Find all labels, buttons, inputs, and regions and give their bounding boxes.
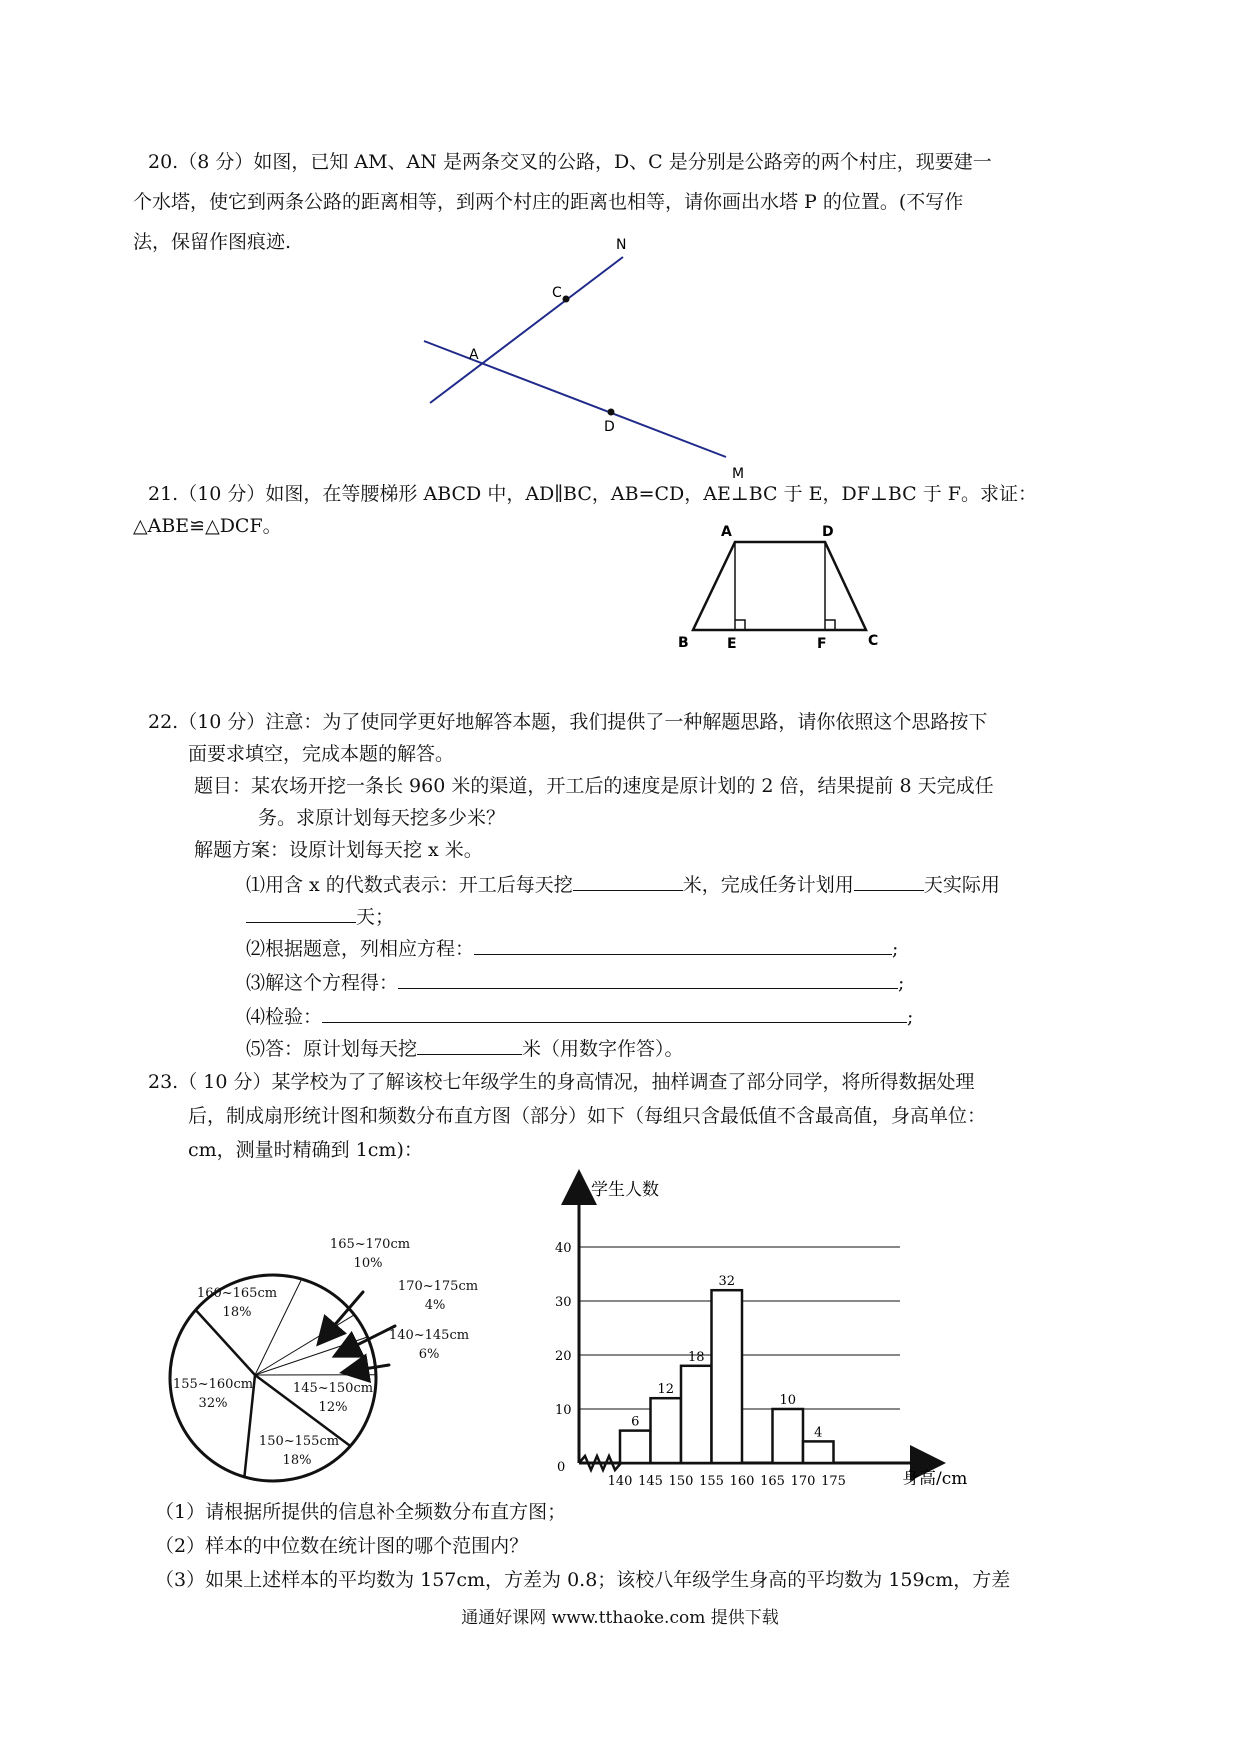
pie-label-165-170-range: 165~170cm xyxy=(329,1237,411,1252)
label-b: B xyxy=(678,635,689,651)
y-tick-labels xyxy=(555,1241,572,1418)
step-5-text-b: 米（用数字作答）。 xyxy=(522,1038,684,1060)
right-angle-f xyxy=(825,620,835,630)
q22-step-2 xyxy=(246,934,898,963)
pie-label-150-155-range: 150~155cm xyxy=(258,1434,340,1449)
blank-daily-after-start[interactable] xyxy=(573,870,683,891)
pie-divider-3 xyxy=(255,1337,368,1375)
bar-140-145 xyxy=(620,1431,651,1463)
step-5-text-a: ⑸答：原计划每天挖 xyxy=(246,1038,418,1060)
trapezoid-figure xyxy=(675,520,915,652)
bar-145-150 xyxy=(651,1398,682,1463)
bar-155-160 xyxy=(712,1290,743,1463)
bar-150-155 xyxy=(681,1366,712,1463)
footer: 通通好课网 www.tthaoke.com 提供下载 xyxy=(461,1608,779,1628)
x-tick-140: 140 xyxy=(607,1474,633,1485)
x-tick-155: 155 xyxy=(699,1474,724,1485)
x-tick-175: 175 xyxy=(821,1474,846,1485)
x-tick-170: 170 xyxy=(790,1474,816,1485)
step-1-text-a: ⑴用含 x 的代数式表示：开工后每天挖 xyxy=(246,874,573,896)
bar-label-165-170: 10 xyxy=(779,1393,797,1408)
bar-label-155-160: 32 xyxy=(718,1274,736,1290)
label-c: C xyxy=(552,285,562,301)
right-angle-e xyxy=(735,620,745,630)
label-d: D xyxy=(822,524,834,540)
label-d: D xyxy=(604,419,615,435)
q21-line-1: 21.（10 分）如图，在等腰梯形 ABCD 中，AD∥BC，AB=CD，AE⊥BC 于 E，DF⊥BC 于 F。求证： xyxy=(148,483,1037,505)
q20-line-1: 20.（8 分）如图，已知 AM、AN 是两条交叉的公路，D、C 是分别是公路旁的两个村庄，现要建一 xyxy=(148,151,992,173)
label-e: E xyxy=(727,636,737,652)
step-2-text: ⑵根据题意，列相应方程： xyxy=(246,938,475,960)
q23-line-2: 后，制成扇形统计图和频数分布直方图（部分）如下（每组只含最低值不含最高值，身高单位： xyxy=(188,1105,987,1127)
label-c: C xyxy=(868,633,879,649)
q23-line-3: cm，测量时精确到 1cm)： xyxy=(188,1139,423,1161)
y-tick-40: 40 xyxy=(555,1241,572,1256)
pie-label-145-150-pct: 12% xyxy=(318,1400,348,1415)
q23-sub-2: （2）样本的中位数在统计图的哪个范围内？ xyxy=(155,1535,529,1557)
x-axis-title: 身高/cm xyxy=(902,1469,968,1485)
arrow-140-145 xyxy=(345,1365,389,1372)
pie-label-155-160-pct: 32% xyxy=(198,1396,228,1411)
x-tick-160: 160 xyxy=(729,1474,755,1485)
crossing-roads-figure xyxy=(410,235,760,480)
y-tick-30: 30 xyxy=(555,1295,572,1310)
q23-sub-1: （1）请根据所提供的信息补全频数分布直方图； xyxy=(155,1501,567,1523)
bar-165-170 xyxy=(773,1409,804,1463)
x-tick-145: 145 xyxy=(638,1474,663,1485)
pie-label-150-155-pct: 18% xyxy=(282,1453,312,1468)
y-tick-10: 10 xyxy=(555,1403,572,1418)
q22-step-1-cont xyxy=(246,902,394,931)
label-a: A xyxy=(721,524,732,540)
q23-line-1: 23.（ 10 分）某学校为了了解该校七年级学生的身高情况，抽样调查了部分同学，将所得数据处理 xyxy=(148,1071,975,1093)
q22-step-4 xyxy=(246,1002,913,1031)
step-1-text-d: 天； xyxy=(356,906,395,928)
pie-label-155-160-range: 155~160cm xyxy=(172,1377,254,1392)
step-2-semicolon: ; xyxy=(892,938,899,960)
q22-step-1 xyxy=(246,870,1000,899)
pie-label-165-170-pct: 10% xyxy=(353,1256,383,1271)
blank-answer[interactable] xyxy=(417,1034,522,1055)
q22-problem-2: 务。求原计划每天挖多少米？ xyxy=(258,807,506,829)
y-tick-20: 20 xyxy=(555,1349,572,1364)
q22-step-3 xyxy=(246,968,904,997)
q22-line-2: 面要求填空，完成本题的解答。 xyxy=(188,743,455,765)
label-m: M xyxy=(732,466,745,480)
bar-label-145-150: 12 xyxy=(657,1382,675,1398)
q20-line-3: 法，保留作图痕迹. xyxy=(133,231,292,253)
village-c xyxy=(563,296,570,303)
bar-label-170-175: 4 xyxy=(814,1425,823,1441)
pie-label-170-175-pct: 4% xyxy=(424,1298,446,1313)
bar-170-175 xyxy=(803,1441,834,1463)
q22-plan: 解题方案：设原计划每天挖 x 米。 xyxy=(194,839,483,861)
histogram-chart xyxy=(545,1165,985,1485)
blank-check[interactable] xyxy=(322,1002,907,1023)
village-d xyxy=(608,409,615,416)
q22-line-1: 22.（10 分）注意：为了使同学更好地解答本题，我们提供了一种解题思路，请你依照这个思路按下 xyxy=(148,711,988,733)
blank-planned-days[interactable] xyxy=(854,870,924,891)
pie-arrows xyxy=(320,1292,395,1372)
q22-problem-1: 题目：某农场开挖一条长 960 米的渠道，开工后的速度是原计划的 2 倍，结果提前 8 天完成任 xyxy=(194,775,994,797)
pie-label-145-150-range: 145~150cm xyxy=(292,1381,374,1396)
label-a: A xyxy=(469,347,479,363)
pie-label-170-175-range: 170~175cm xyxy=(397,1279,479,1294)
q23-sub-3: （3）如果上述样本的平均数为 157cm，方差为 0.8；该校八年级学生身高的平均数为 159cm，方差 xyxy=(155,1569,1011,1591)
blank-actual-days[interactable] xyxy=(246,902,356,923)
pie-label-140-145-pct: 6% xyxy=(418,1347,440,1362)
q22-step-5 xyxy=(246,1034,684,1063)
blank-solution[interactable] xyxy=(398,968,898,989)
x-tick-165: 165 xyxy=(760,1474,785,1485)
q20-line-2: 个水塔，使它到两条公路的距离相等，到两个村庄的距离也相等，请你画出水塔 P 的位置。(不写作 xyxy=(133,191,964,213)
blank-equation[interactable] xyxy=(474,934,892,955)
bar-label-150-155: 18 xyxy=(687,1349,705,1365)
origin-label: 0 xyxy=(557,1460,566,1475)
step-4-semicolon: ; xyxy=(907,1006,914,1028)
step-1-text-c: 天实际用 xyxy=(923,874,1000,896)
label-n: N xyxy=(616,237,627,253)
pie-label-160-165-pct: 18% xyxy=(222,1305,252,1320)
y-axis-title: 学生人数 xyxy=(591,1180,659,1200)
step-3-text: ⑶解这个方程得： xyxy=(246,972,399,994)
step-3-semicolon: ; xyxy=(898,972,905,994)
pie-label-140-145-range: 140~145cm xyxy=(388,1328,470,1343)
pie-chart xyxy=(155,1230,500,1500)
step-4-text: ⑷检验： xyxy=(246,1006,323,1028)
pie-label-160-165-range: 160~165cm xyxy=(196,1286,278,1301)
trapezoid-abcd xyxy=(693,542,866,630)
histogram-bars xyxy=(620,1274,834,1463)
bar-label-140-145: 6 xyxy=(631,1414,640,1430)
q21-line-2: △ABE≌△DCF。 xyxy=(133,515,282,537)
step-1-text-b: 米，完成任务计划用 xyxy=(682,874,854,896)
label-f: F xyxy=(817,636,827,652)
x-tick-labels xyxy=(608,1474,846,1485)
x-tick-150: 150 xyxy=(668,1474,694,1485)
